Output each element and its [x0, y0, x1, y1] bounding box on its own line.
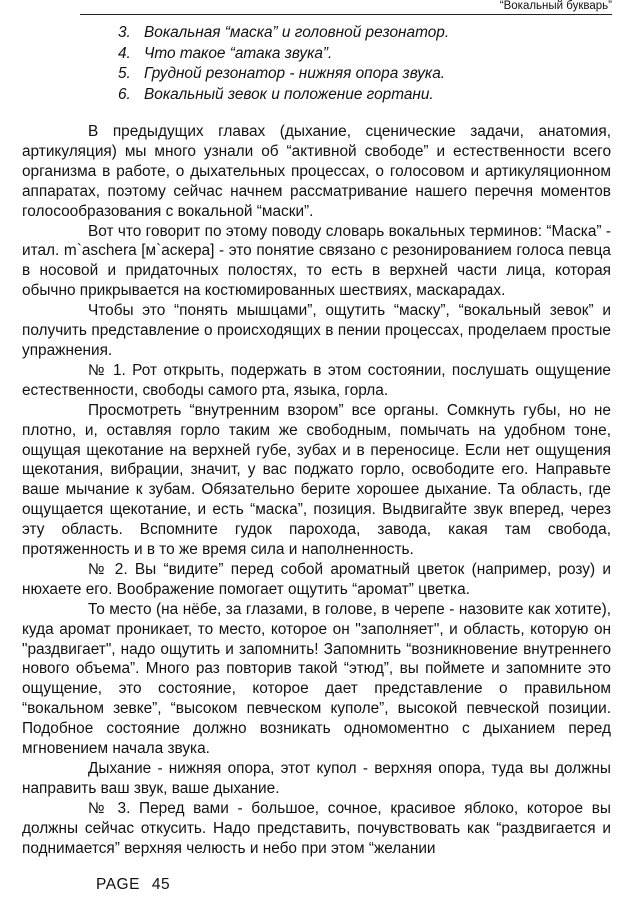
paragraph-exercise-1: № 1. Рот открыть, подержать в этом состоянии, послушать ощущение естественности, свободы самого рта, языка, горла. — [22, 361, 611, 399]
paragraph-intro: В предыдущих главах (дыхание, сценические задачи, анатомия, артикуляция) мы много узнали об “активной свободе” и естественности всего организма в работе, о дыхательных процессах, о голосовом и артикуляционном аппаратах, поэтому сейчас начнем рассматривание нашего перечня моментов голосообразования с вокальной “маски”. — [22, 123, 611, 220]
page-number: 45 — [151, 876, 171, 893]
header-rule — [80, 14, 612, 15]
page-footer — [96, 876, 182, 894]
topic-list — [118, 23, 598, 105]
paragraph-breath-support: Дыхание - нижняя опора, этот купол - верхняя опора, туда вы должны направить ваш звук, ваше дыхание. — [22, 760, 611, 797]
paragraph-exercise-3: № 3. Перед вами - большое, сочное, красивое яблоко, которое вы должны сейчас откусить. Надо представить, почувствовать как “раздвигается и поднимается” верхняя челюсть и небо при этом “желании — [22, 799, 611, 857]
topic-list-item — [118, 44, 598, 65]
topic-list-item — [118, 85, 598, 106]
paragraph-aroma-place: То место (на нёбе, за глазами, в голове, в черепе - назовите как хотите), куда аромат проникает, то место, которое он "заполняет", и область, которую он "раздвигает", надо ощутить и запомнить! Запомнить “возникновение внутреннего нового объема”. Много раз повторив такой “этюд”, вы поймете и запомните это ощущение, это состояние, которое дает представление о правильном “вокальном зевке”, “высоком певческом куполе”, высокой певческой позиции. Подобное состояние должно возникать одномоментно с дыханием перед мгновением начала звука. — [22, 600, 611, 758]
page-label: PAGE — [96, 876, 140, 893]
paragraph-inner-view: Просмотреть “внутренним взором” все органы. Сомкнуть губы, но не плотно, и, оставляя горло таким же свободным, помычать на удобном тоне, ощущая щекотание на верхней губе, зубах и в переносице. Если нет ощущения щекотания, вибрации, значит, у вас поджато горло, освободите его. Направьте ваше мычание к зубам. Обязательно берите хорошее дыхание. Та область, где ощущается щекотание, и есть “маска”, позиция. Выдвигайте звук вперед, через эту область. Вспомните гудок парохода, завода, какая там свобода, протяженность и в то же время сила и наполненность. — [22, 401, 611, 559]
topic-number: 4. — [118, 44, 131, 62]
topic-number: 5. — [118, 65, 131, 82]
topic-list-item — [118, 23, 598, 44]
paragraph-exercise-2: № 2. Вы “видите” перед собой ароматный цветок (например, розу) и нюхаете его. Воображение помогает ощутить “аромат” цветка. — [22, 560, 611, 598]
topic-number: 6. — [118, 85, 131, 103]
paragraph-exercises-intro: Чтобы это “понять мышцами”, ощутить “маску”, “вокальный зевок” и получить представление о происходящих в пении процессах, проделаем простые упражнения. — [22, 302, 611, 359]
topic-number: 3. — [118, 24, 131, 41]
topic-text: Вокальная “маска” и головной резонатор. — [144, 24, 450, 41]
topic-text: Грудной резонатор - нижняя опора звука. — [144, 65, 446, 82]
running-header: “Вокальный букварь” — [499, 0, 612, 12]
body-text — [22, 122, 611, 859]
paragraph-mask-definition: Вот что говорит по этому поводу словарь вокальных терминов: “Маска” - итал. m`aschera [м`аскера] - это понятие связано с резонированием голоса певца в носовой и придаточных полостях, то есть в верхней части лица, которая обычно прикрывается на костюмированных шествиях, маскарадах. — [22, 222, 611, 300]
topic-text: Что такое “атака звука”. — [144, 44, 333, 62]
topic-list-item — [118, 64, 598, 85]
topic-text: Вокальный зевок и положение гортани. — [144, 85, 434, 103]
